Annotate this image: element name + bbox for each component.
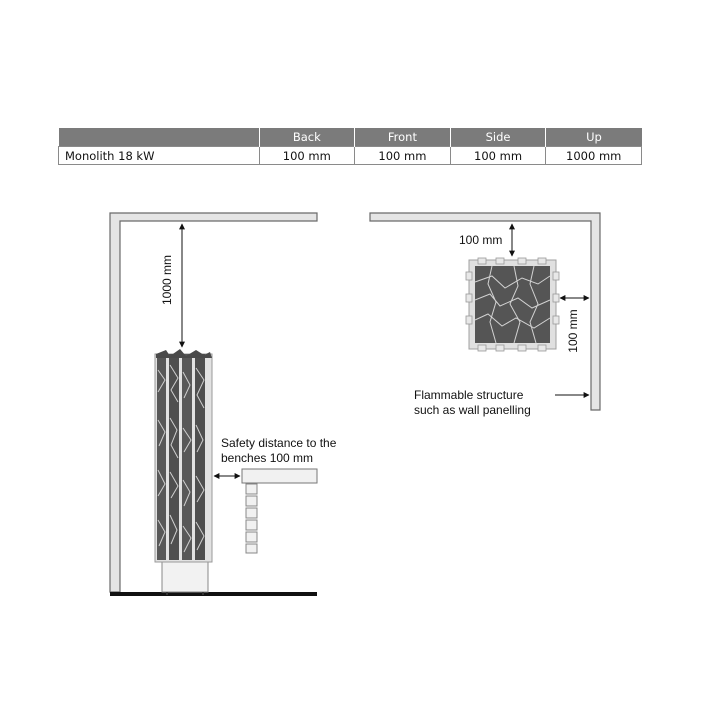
up-distance-label: 1000 mm (160, 254, 174, 306)
top-view (370, 213, 600, 417)
bench-step-2 (246, 496, 257, 506)
bench-step-5 (246, 532, 257, 542)
edge-tab (518, 345, 526, 351)
cell-front: 100 mm (355, 147, 451, 165)
bench-step-4 (246, 520, 257, 530)
edge-tab (478, 258, 486, 264)
back-distance-label: 100 mm (459, 233, 503, 247)
edge-tab (538, 345, 546, 351)
structure-note-line-1: Flammable structure (414, 388, 524, 402)
bench-top (242, 469, 317, 483)
edge-tab (496, 345, 504, 351)
header-back: Back (259, 128, 355, 147)
edge-tab (466, 316, 472, 324)
structure-note-line-2: such as wall panelling (414, 403, 531, 417)
header-up: Up (546, 128, 642, 147)
heater-side (155, 349, 212, 595)
edge-tab (553, 294, 559, 302)
edge-tab (553, 316, 559, 324)
side-view (110, 213, 337, 596)
edge-tab (538, 258, 546, 264)
cell-up: 1000 mm (546, 147, 642, 165)
cell-model: Monolith 18 kW (59, 147, 260, 165)
cell-side: 100 mm (450, 147, 546, 165)
heater-base (162, 561, 208, 592)
bench-note-line-1: Safety distance to the (221, 436, 337, 450)
edge-tab (466, 272, 472, 280)
heater-column-1 (157, 354, 166, 560)
side-wall-ceiling (110, 213, 317, 592)
edge-tab (518, 258, 526, 264)
heater-top (466, 258, 559, 351)
header-side: Side (450, 128, 546, 147)
header-front: Front (355, 128, 451, 147)
side-distance-label: 100 mm (566, 309, 580, 353)
bench-step-1 (246, 484, 257, 494)
edge-tab (466, 294, 472, 302)
edge-tab (478, 345, 486, 351)
bench-step-6 (246, 544, 257, 553)
bench (242, 469, 317, 553)
cell-back: 100 mm (259, 147, 355, 165)
edge-tab (553, 272, 559, 280)
floor-line (110, 592, 317, 596)
bench-note-line-2: benches 100 mm (221, 451, 314, 465)
bench-step-3 (246, 508, 257, 518)
edge-tab (496, 258, 504, 264)
